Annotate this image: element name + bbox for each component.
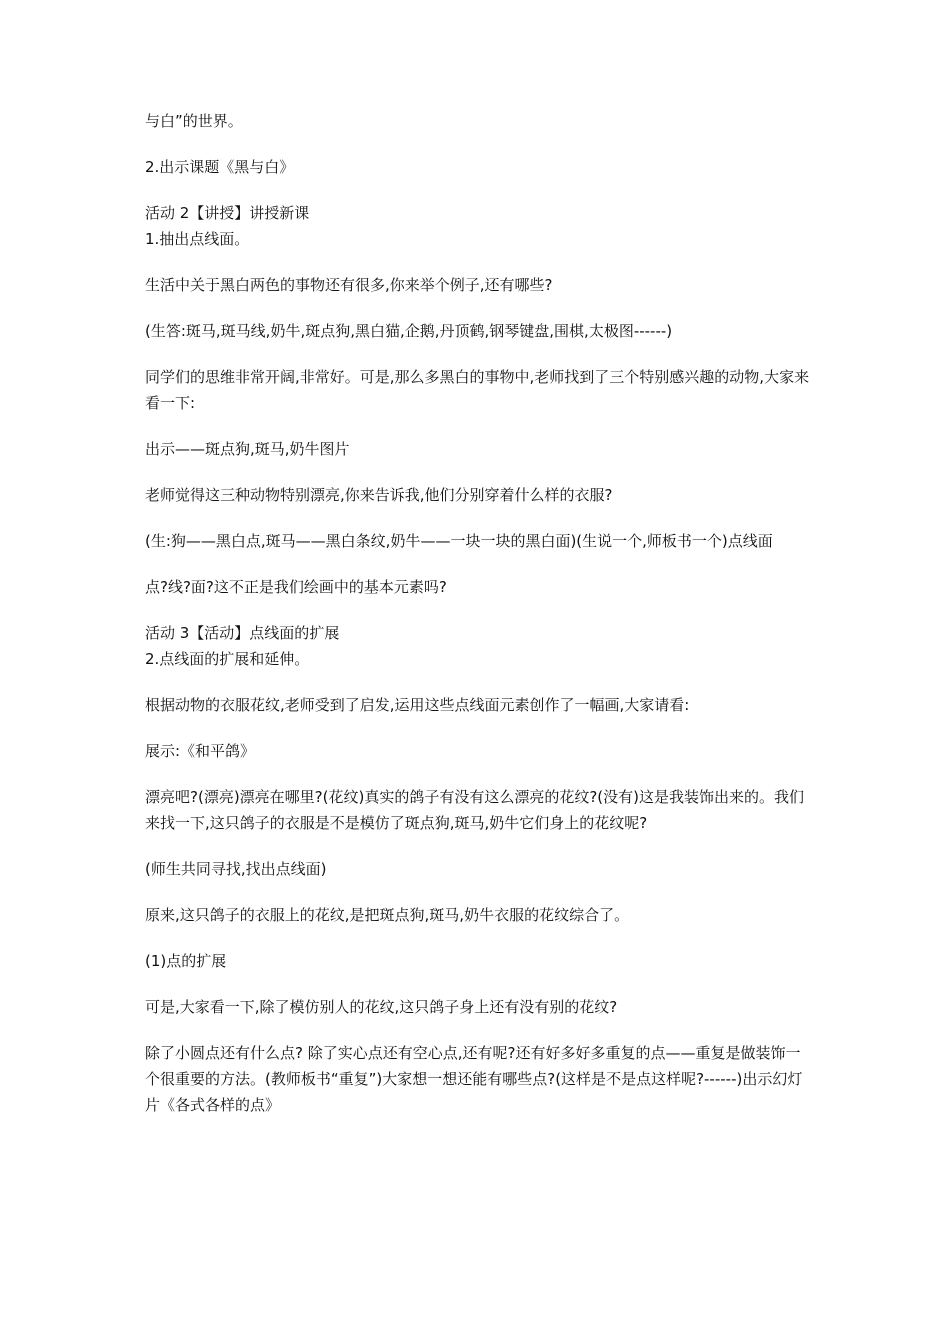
paragraph-repetition: 除了小圆点还有什么点? 除了实心点还有空心点,还有呢?还有好多好多重复的点——重复是做装饰一个很重要的方法。(教师板书“重复”)大家想一想还能有哪些点?(这样是不是点这样呢?------)出示幻灯片《各式各样的点》 [145,1044,803,1114]
paragraph-student-clothes-answer: (生:狗——黑白点,斑马——黑白条纹,奶牛——一块一块的黑白面)(生说一个,师板书一个)点线面 [145,532,773,550]
document-body [145,108,815,1138]
paragraph-show-pictures: 出示——斑点狗,斑马,奶牛图片 [145,440,350,458]
subheading-extension: 2.点线面的扩展和延伸。 [145,650,310,668]
paragraph-find-elements: (师生共同寻找,找出点线面) [145,860,327,878]
heading-activity-2: 活动 2【讲授】讲授新课 [145,204,310,222]
paragraph-show-dove: 展示:《和平鸽》 [145,742,256,760]
paragraph-clothes-question: 老师觉得这三种动物特别漂亮,你来告诉我,他们分别穿着什么样的衣服? [145,486,613,504]
paragraph-three-animals: 同学们的思维非常开阔,非常好。可是,那么多黑白的事物中,老师找到了三个特别感兴趣的动物,大家来看一下: [145,368,810,412]
heading-activity-3: 活动 3【活动】点线面的扩展 [145,624,340,642]
paragraph-basic-elements: 点?线?面?这不正是我们绘画中的基本元素吗? [145,578,447,596]
paragraph-student-answers: (生答:斑马,斑马线,奶牛,斑点狗,黑白猫,企鹅,丹顶鹤,钢琴键盘,围棋,太极图------) [145,322,673,340]
paragraph-other-patterns: 可是,大家看一下,除了模仿别人的花纹,这只鸽子身上还有没有别的花纹? [145,998,618,1016]
paragraph-dove-pattern: 漂亮吧?(漂亮)漂亮在哪里?(花纹)真实的鸽子有没有这么漂亮的花纹?(没有)这是我装饰出来的。我们来找一下,这只鸽子的衣服是不是模仿了斑点狗,斑马,奶牛它们身上的花纹呢? [145,788,805,832]
paragraph-teacher-painting: 根据动物的衣服花纹,老师受到了启发,运用这些点线面元素创作了一幅画,大家请看: [145,696,690,714]
paragraph-intro-end: 与白”的世界。 [145,112,243,130]
paragraph-combined-pattern: 原来,这只鸽子的衣服上的花纹,是把斑点狗,斑马,奶牛衣服的花纹综合了。 [145,906,630,924]
paragraph-question-examples: 生活中关于黑白两色的事物还有很多,你来举个例子,还有哪些? [145,276,553,294]
paragraph-show-title: 2.出示课题《黑与白》 [145,158,295,176]
subheading-extract-elements: 1.抽出点线面。 [145,230,250,248]
subheading-dot-extension: (1)点的扩展 [145,952,227,970]
